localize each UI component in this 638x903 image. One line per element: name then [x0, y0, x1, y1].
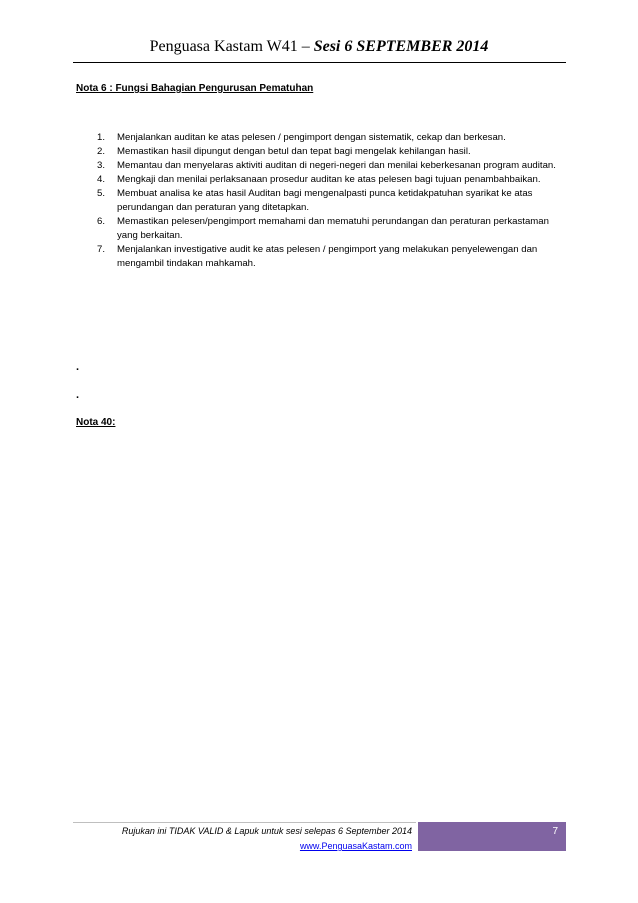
footer-divider: [73, 822, 416, 823]
separator-dot: .: [76, 389, 80, 401]
list-item-number: 4.: [97, 174, 106, 185]
list-item-number: 3.: [97, 160, 106, 171]
list-item-number: 2.: [97, 146, 106, 157]
footer-disclaimer: Rujukan ini TIDAK VALID & Lapuk untuk sesi selepas 6 September 2014: [121, 826, 412, 836]
list-item: [97, 215, 567, 243]
list-item-text: Mengkaji dan menilai perlaksanaan prosedur auditan ke atas pelesen bagi tujuan penambahbaikan.: [117, 174, 541, 185]
list-item: [97, 159, 567, 173]
list-item: [97, 131, 567, 145]
note-6-list: [97, 131, 567, 271]
note-40-title: Nota 40:: [76, 417, 116, 428]
list-item-text: Memantau dan menyelaras aktiviti auditan di negeri-negeri dan menilai keberkesanan program auditan.: [117, 160, 556, 171]
list-item-text: Memastikan hasil dipungut dengan betul dan tepat bagi mengelak kehilangan hasil.: [117, 146, 471, 157]
list-item-number: 7.: [97, 244, 106, 255]
list-item-number: 5.: [97, 188, 106, 199]
page-header: [0, 37, 638, 57]
list-item-text: Memastikan pelesen/pengimport memahami dan mematuhi perundangan dan peraturan perkastaman yang berkaitan.: [117, 216, 549, 241]
page-footer: [73, 825, 412, 853]
list-item-number: 1.: [97, 132, 106, 143]
list-item: [97, 187, 567, 215]
list-item: [97, 173, 567, 187]
page-number: 7: [552, 826, 558, 837]
list-item-number: 6.: [97, 216, 106, 227]
list-item-text: Membuat analisa ke atas hasil Auditan bagi mengenalpasti punca ketidakpatuhan syarikat ke atas perundangan dan peraturan yang ditetapkan.: [117, 188, 533, 213]
list-item-text: Menjalankan auditan ke atas pelesen / pengimport dengan sistematik, cekap dan berkesan.: [117, 132, 506, 143]
header-title: Penguasa Kastam W41 –: [149, 38, 314, 55]
page-number-box: [418, 822, 566, 851]
separator-dot: .: [76, 361, 80, 373]
list-item: [97, 243, 567, 271]
list-item-text: Menjalankan investigative audit ke atas pelesen / pengimport yang melakukan penyelewengan dan mengambil tindakan mahkamah.: [117, 244, 538, 269]
note-6-title: Nota 6 : Fungsi Bahagian Pengurusan Pematuhan: [76, 83, 314, 94]
header-session: Sesi 6 SEPTEMBER 2014: [313, 38, 489, 55]
list-item: [97, 145, 567, 159]
footer-website-link[interactable]: www.PenguasaKastam.com: [299, 841, 412, 851]
header-divider: [73, 62, 566, 63]
